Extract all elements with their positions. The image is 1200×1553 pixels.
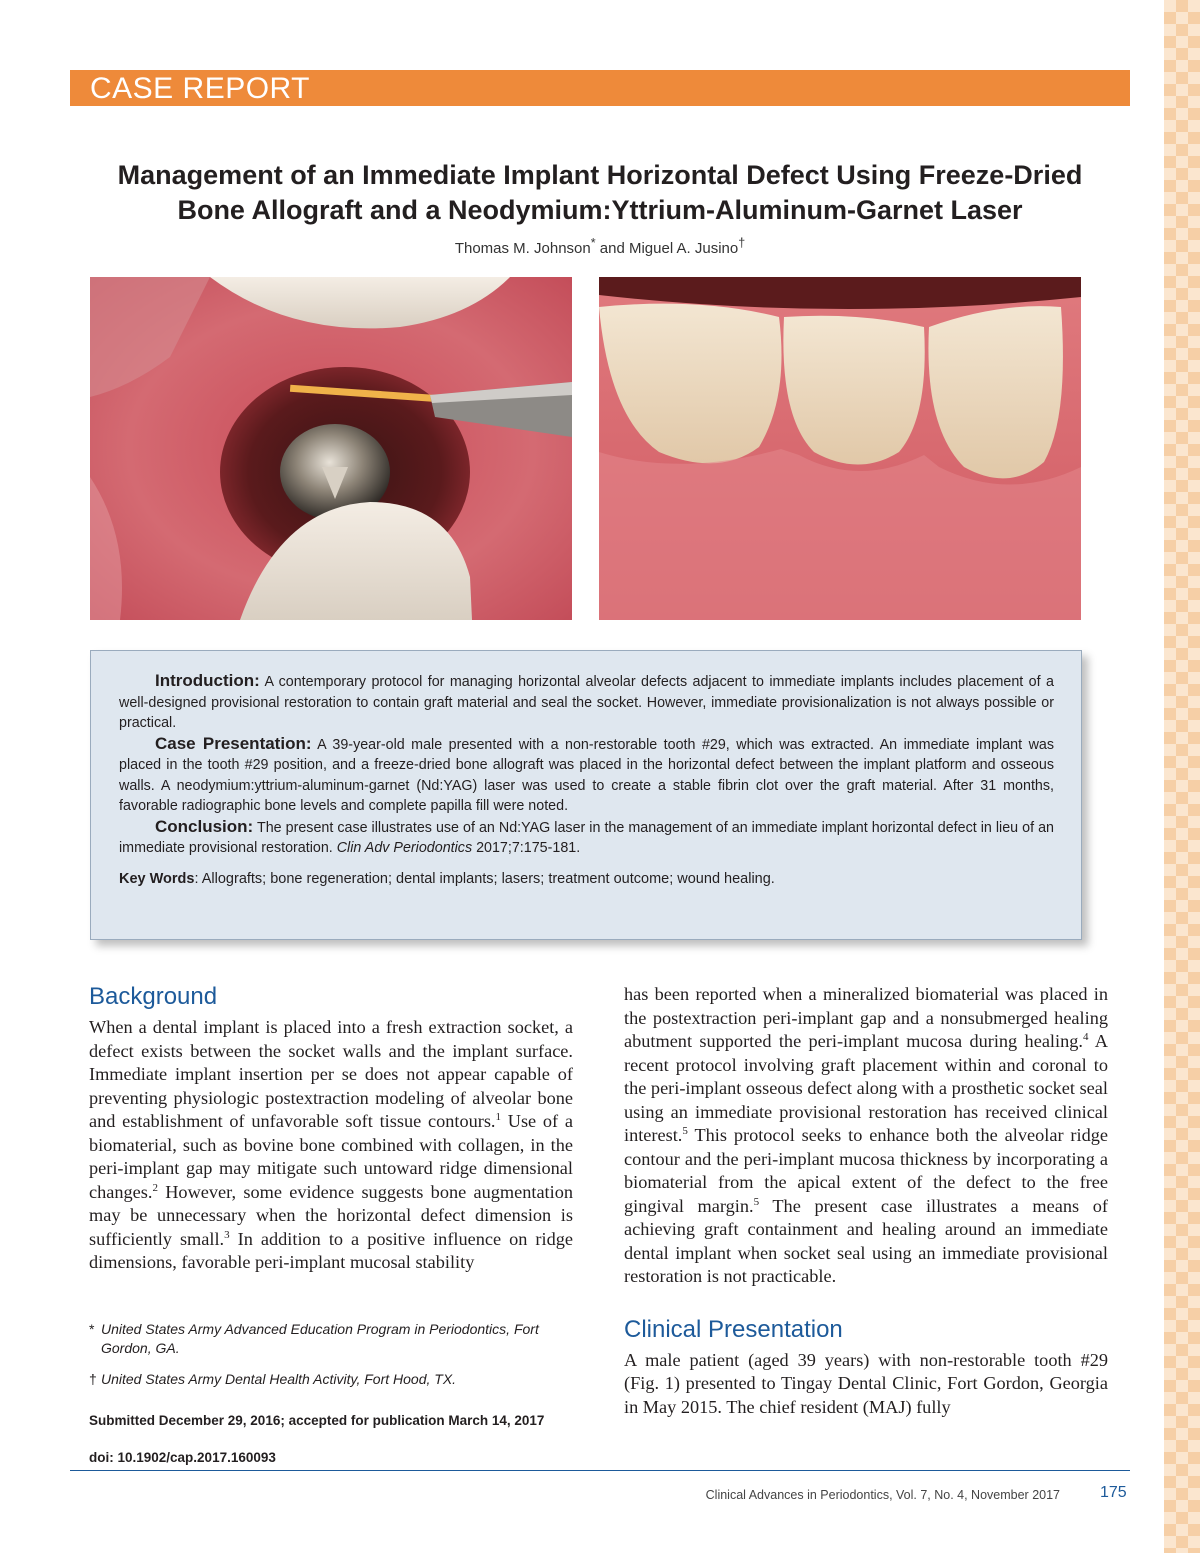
abstract-keywords [119, 869, 1054, 890]
banner-label: CASE REPORT [90, 72, 310, 105]
abstract-box [90, 650, 1082, 940]
background-text-4b: has been reported when a mineralized biomaterial was placed in the postextraction peri-implant gap and a nonsubmerged healing abutment supported the peri-implant mucosa during healing. [624, 984, 1108, 1051]
clinical-photo-healed [599, 277, 1081, 620]
abstract-intro-label: Introduction: [155, 671, 260, 690]
reference-5: 5 [682, 1124, 688, 1137]
reference-1: 1 [495, 1110, 501, 1123]
background-text-6: This protocol seeks to enhance both the alveolar ridge contour and the peri-implant mucosa thickness by incorporating a biomaterial from the apical extent of the defect to the free gingival margin. [624, 1125, 1108, 1216]
author-conjunction: and [595, 240, 629, 257]
background-paragraph-part2 [624, 983, 1108, 1289]
background-text-7: The present case illustrates a means of achieving graft containment and healing around an immediate dental implant when socket seal using an immediate provisional restoration is not practicable. [624, 1195, 1108, 1286]
article-title [70, 158, 1130, 228]
abstract-conclusion [119, 817, 1054, 859]
author-1: Thomas M. Johnson [454, 240, 591, 257]
footnote-1-text: United States Army Advanced Education Program in Periodontics, Fort Gordon, GA. [101, 1321, 539, 1356]
abstract-content [119, 671, 1054, 889]
author-line [70, 236, 1130, 257]
section-banner [70, 70, 1130, 106]
background-text-2: Use of a biomaterial, such as bovine bone combined with collagen, in the peri-implant gap may mitigate such untoward ridge dimensional changes. [89, 1111, 573, 1202]
abstract-intro-text: A contemporary protocol for managing horizontal alveolar defects adjacent to immediate implants includes placement of a well-designed provisional restoration to contain graft material and seal the socket. However, immediate provisionalization is not always possible or practical. [119, 674, 1054, 731]
title-line-2: Bone Allograft and a Neodymium:Yttrium-Aluminum-Garnet Laser [177, 195, 1023, 225]
background-text-3: However, some evidence suggests bone augmentation may be unnecessary when the horizontal defect dimension is sufficiently small. [89, 1181, 573, 1249]
background-heading: Background [89, 983, 218, 1010]
footer-journal: Clinical Advances in Periodontics, Vol. 7, No. 4, November 2017 [705, 1488, 1060, 1502]
footnote-1 [89, 1320, 573, 1358]
clinical-presentation-text: A male patient (aged 39 years) with non-restorable tooth #29 (Fig. 1) presented to Tingay Dental Clinic, Fort Gordon, Georgia in May 2015. The chief resident (MAJ) fully [624, 1349, 1108, 1417]
abstract-case-presentation [119, 734, 1054, 817]
background-text-1: When a dental implant is placed into a fresh extraction socket, a defect exists between the socket walls and the implant surface. Immediate implant insertion per se does not appear capable of preventing physiologic postextraction modeling of alveolar bone and establishment of unfavorable soft tissue contours. [89, 1017, 573, 1131]
submission-dates: Submitted December 29, 2016; accepted for publication March 14, 2017 [89, 1413, 545, 1428]
keywords-text: : Allografts; bone regeneration; dental implants; lasers; treatment outcome; wound healing. [194, 870, 775, 887]
reference-5b: 5 [753, 1195, 760, 1208]
citation-journal: Clin Adv Periodontics [336, 840, 473, 856]
author-2-mark: † [738, 236, 746, 250]
citation-rest: 2017;7:175-181. [472, 840, 581, 856]
footnote-2 [89, 1370, 573, 1389]
reference-3: 3 [224, 1228, 230, 1241]
title-line-1: Management of an Immediate Implant Horizontal Defect Using Freeze-Dried [117, 160, 1083, 190]
footer-rule [70, 1470, 1130, 1471]
abstract-case-label: Case Presentation: [155, 733, 312, 753]
abstract-conclusion-label: Conclusion: [155, 816, 254, 836]
clinical-presentation-heading: Clinical Presentation [624, 1315, 843, 1343]
abstract-introduction [119, 671, 1054, 734]
footnote-1-mark: * [89, 1321, 95, 1337]
body-column-right [624, 983, 1108, 1419]
background-text-4a: In addition to a positive influence on ridge dimensions, favorable peri-implant mucosal stability [89, 1228, 573, 1272]
abstract-case-text: A 39-year-old male presented with a non-restorable tooth #29, which was extracted. An immediate implant was placed in the tooth #29 position, and a freeze-dried bone allograft was placed in the horizontal defect between the implant platform and osseous walls. A neodymium:yttrium-aluminum-garnet (Nd:YAG) laser was used to create a stable fibrin clot over the graft material. After 31 months, favorable radiographic bone levels and complete papilla fill were noted. [119, 736, 1054, 814]
abstract-conclusion-text: The present case illustrates use of an Nd:YAG laser in the management of an immediate implant horizontal defect in lieu of an immediate provisional restoration. [119, 819, 1054, 856]
clinical-photo-laser [90, 277, 572, 620]
page-number: 175 [1100, 1484, 1127, 1501]
background-text-5: A recent protocol involving graft placement within and coronal to the peri-implant osseous defect along with a prosthetic socket seal using an immediate provisional restoration has received clinical interest. [624, 1031, 1108, 1145]
background-paragraph-part1 [89, 1016, 573, 1275]
footnotes [89, 1320, 573, 1467]
body-column-left [89, 982, 573, 1275]
footnote-2-mark: † [89, 1371, 97, 1387]
doi: doi: 10.1902/cap.2017.160093 [89, 1450, 276, 1465]
reference-2: 2 [152, 1181, 158, 1194]
author-2: Miguel A. Jusino [628, 240, 739, 257]
author-1-mark: * [590, 236, 596, 250]
decorative-side-strip [1164, 0, 1200, 1553]
footnote-2-text: United States Army Dental Health Activity, Fort Hood, TX. [101, 1371, 457, 1387]
reference-4: 4 [1082, 1030, 1089, 1043]
keywords-label: Key Words [119, 870, 195, 887]
